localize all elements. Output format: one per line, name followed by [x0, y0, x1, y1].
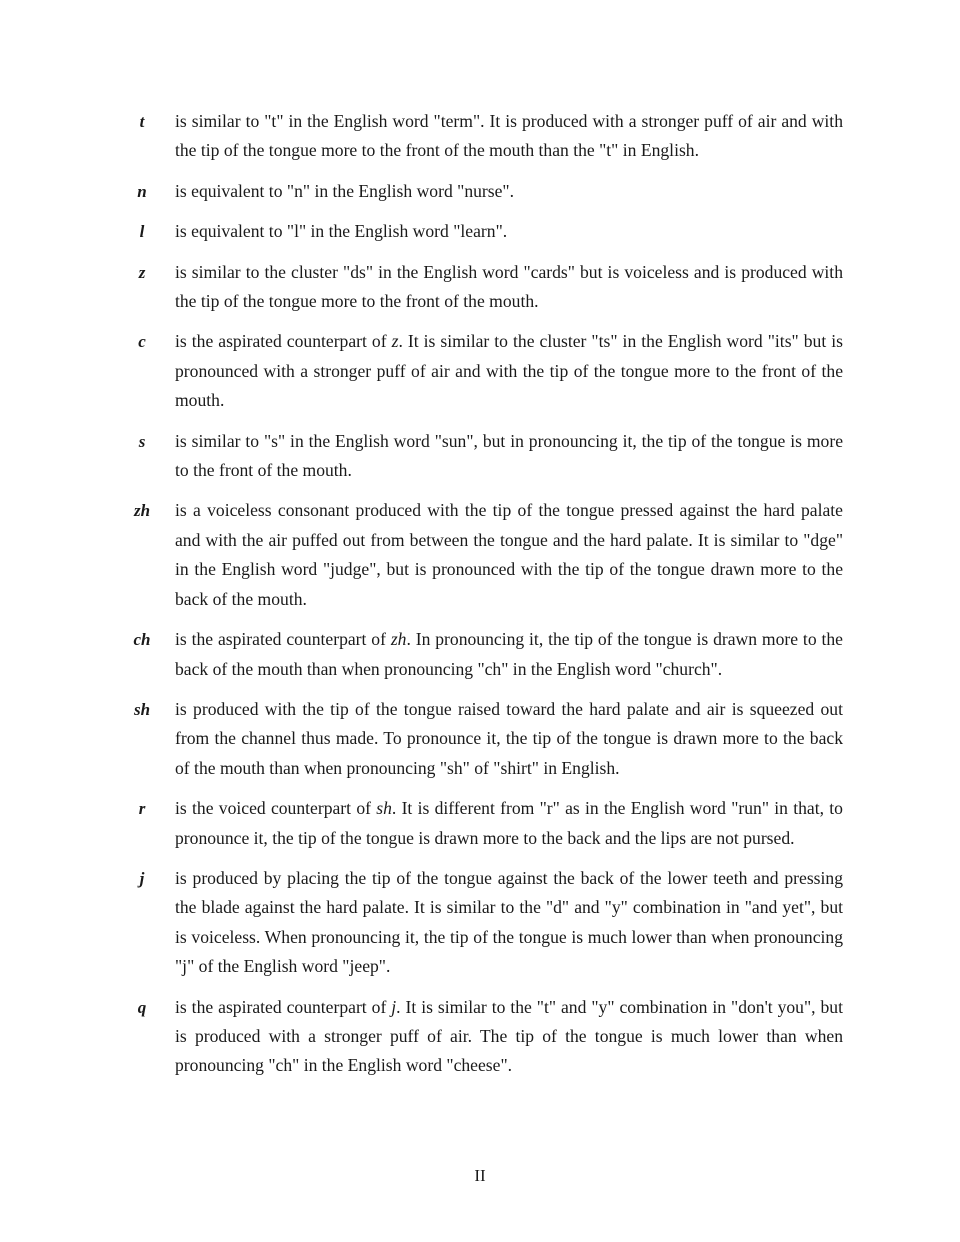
entry-description: is produced with the tip of the tongue raised toward the hard palate and air is squeezed out from the channel thus made. To pronounce it, the tip of the tongue is drawn more to the back of the mouth than when pronouncing "sh" of "shirt" in English.: [175, 698, 843, 778]
entry-n: [0, 177, 960, 206]
consonant-list: [0, 107, 960, 1092]
entry-c: [0, 327, 960, 415]
entry-symbol: zh: [133, 501, 151, 521]
entry-description: is similar to the cluster "ds" in the English word "cards" but is voiceless and is produced with the tip of the tongue more to the front of the mouth.: [175, 261, 843, 312]
page-number: II: [474, 1166, 486, 1185]
entry-symbol: t: [139, 112, 145, 131]
entry-q: [0, 993, 960, 1081]
entry-description: is the voiced counterpart of sh. It is different from "r" as in the English word "run" in that, to pronounce it, the tip of the tongue is drawn more to the back and the lips are not pursed.: [175, 798, 843, 848]
entry-description: is equivalent to "n" in the English word "nurse".: [175, 180, 515, 201]
entry-symbol: s: [138, 431, 146, 451]
entry-zh: [0, 496, 960, 614]
entry-t: [0, 107, 960, 166]
entry-description: is produced by placing the tip of the tongue against the back of the lower teeth and pressing the blade against the hard palate. It is similar to the "d" and "y" combination in "and yet", but is voiceless. When pronouncing it, the tip of the tongue is much lower than when pronouncing "j" of the English word "jeep".: [175, 867, 843, 977]
entry-symbol: r: [138, 799, 146, 819]
entry-l: [0, 217, 960, 246]
entry-sh: [0, 695, 960, 783]
entry-symbol: z: [138, 262, 146, 282]
entry-r: [0, 794, 960, 853]
entry-symbol: c: [138, 332, 146, 352]
entry-description: is similar to "s" in the English word "sun", but in pronouncing it, the tip of the tongue is more to the front of the mouth.: [175, 430, 843, 481]
entry-ch: [0, 625, 960, 684]
entry-description: is a voiceless consonant produced with the tip of the tongue pressed against the hard palate and with the air puffed out from between the tongue and the hard palate. It is similar to "dge" in the English word "judge", but is pronounced with the tip of the tongue drawn more to the back of the mouth.: [175, 500, 843, 609]
entry-description: is similar to "t" in the English word "term". It is produced with a stronger puff of air and with the tip of the tongue more to the front of the mouth than the "t" in English.: [175, 111, 843, 161]
entry-symbol: l: [139, 222, 145, 242]
entry-symbol: ch: [133, 630, 151, 650]
entry-z: [0, 258, 960, 317]
entry-symbol: q: [137, 997, 147, 1017]
entry-symbol: n: [137, 181, 147, 201]
entry-j: [0, 864, 960, 982]
entry-symbol: j: [139, 868, 145, 888]
entry-description: is the aspirated counterpart of z. It is similar to the cluster "ts" in the English word "its" but is pronounced with a stronger puff of air and with the tip of the tongue more to the front of the mouth.: [175, 331, 843, 411]
entry-symbol: sh: [133, 699, 151, 719]
entry-description: is equivalent to "l" in the English word "learn".: [175, 221, 508, 242]
entry-s: [0, 427, 960, 486]
entry-description: is the aspirated counterpart of zh. In pronouncing it, the tip of the tongue is drawn more to the back of the mouth than when pronouncing "ch" in the English word "church".: [175, 629, 843, 679]
entry-description: is the aspirated counterpart of j. It is similar to the "t" and "y" combination in "don't you", but is produced with a stronger puff of air. The tip of the tongue is much lower than when pronouncing "ch" in the English word "cheese".: [175, 996, 843, 1076]
